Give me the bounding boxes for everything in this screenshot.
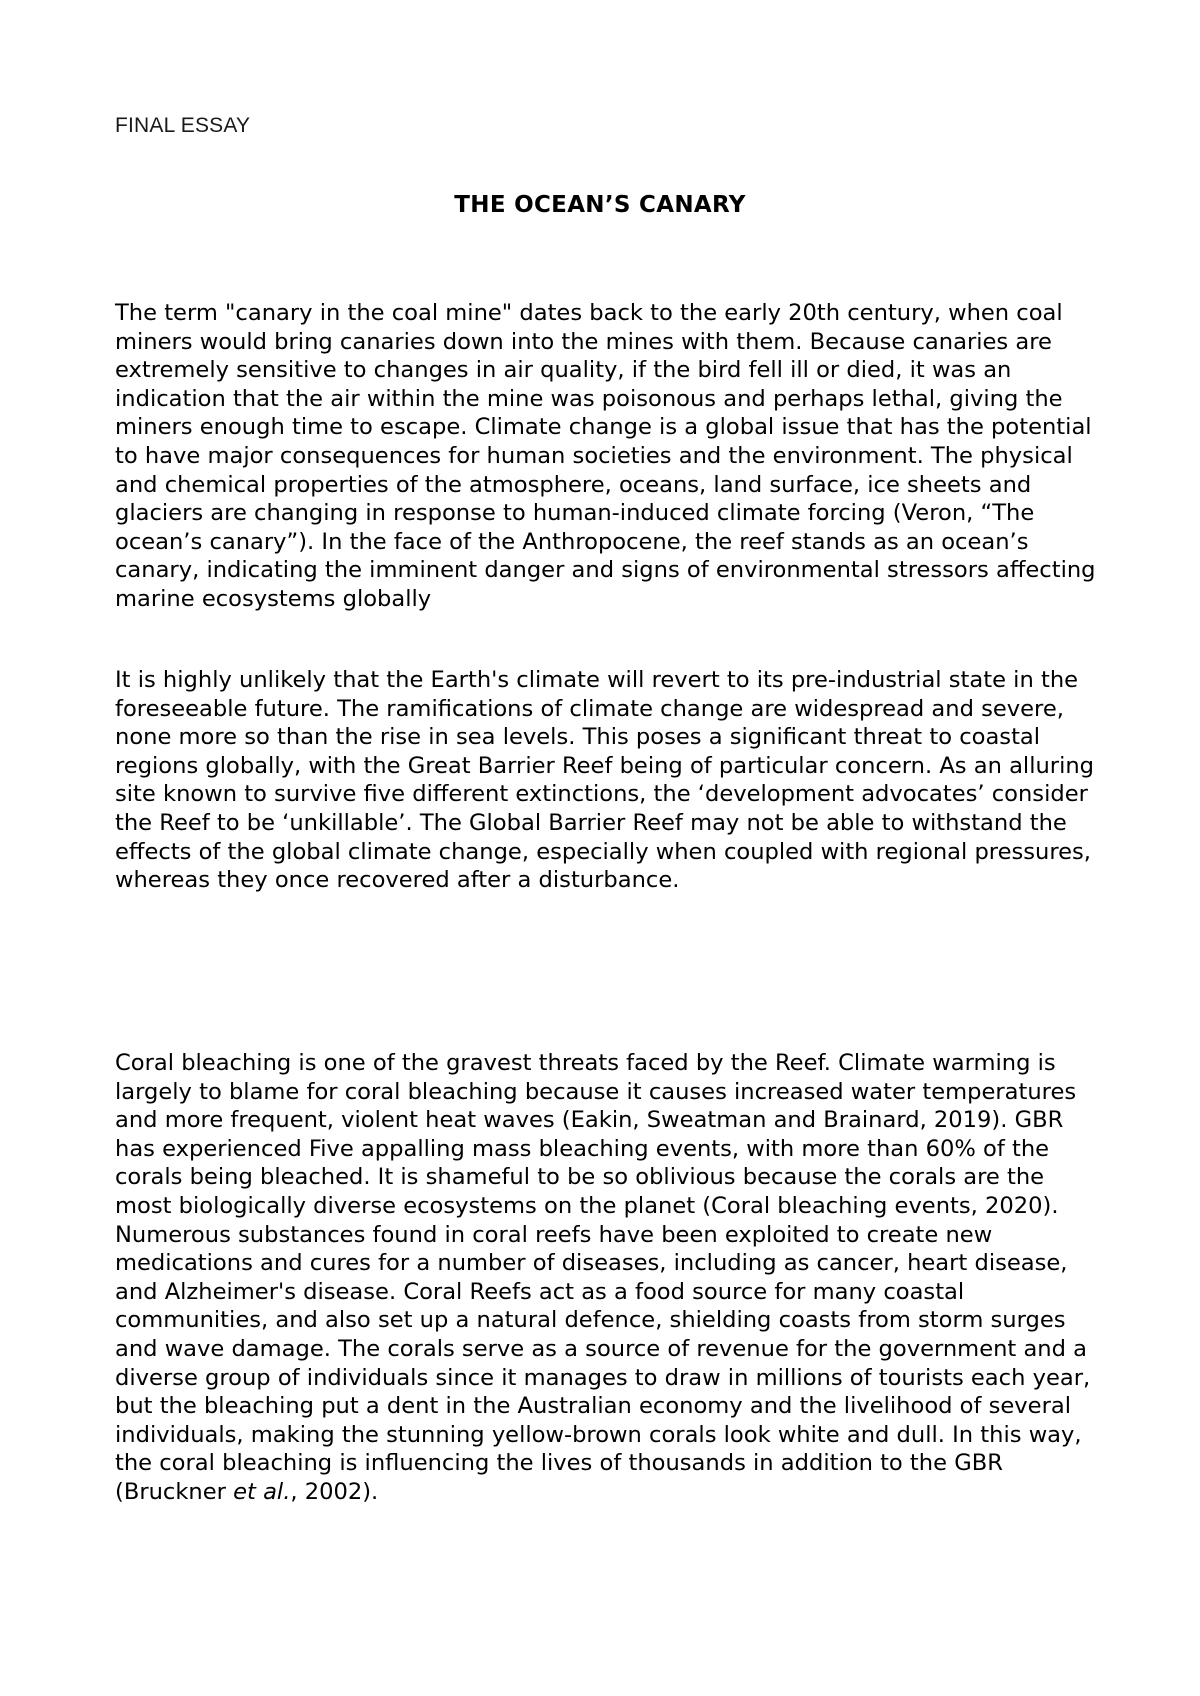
paragraph-coral-bleaching-text: Coral bleaching is one of the gravest threats faced by the Reef. Climate warming is largely to blame for coral bleaching because it causes increased water temperatures and more frequent, violent heat waves (Eakin, Sweatman and Brainard, 2019). GBR has experienced Five appalling mass bleaching events, with more than 60% of the corals being bleached. It is shameful to be so oblivious because the corals are the most biologically diverse ecosystems on the planet (Coral bleaching events, 2020). Numerous substances found in coral reefs have been exploited to create new medications and cures for a number of diseases, including as cancer, heart disease, and Alzheimer's disease. Coral Reefs act as a food source for many coastal communities, and also set up a natural defence, shielding coasts from storm surges and wave damage. The corals serve as a source of revenue for the government and a diverse group of individuals since it manages to draw in millions of tourists each year, but the bleaching put a dent in the Australian economy and the livelihood of several individuals, making the stunning yellow-brown corals look white and dull. In this way, the coral bleaching is influencing the lives of thousands in addition to the GBR (Bruckner [115, 1050, 1091, 1505]
citation-end: , 2002). [290, 1478, 379, 1505]
paragraph-coral-bleaching [115, 1049, 1100, 1507]
citation-et-al: et al. [233, 1478, 291, 1505]
paragraph-sea-levels: It is highly unlikely that the Earth's climate will revert to its pre-industrial state in the foreseeable future. The ramifications of climate change are widespread and severe, none more so than the rise in sea levels. This poses a significant threat to coastal regions globally, with the Great Barrier Reef being of particular concern. As an alluring site known to survive five different extinctions, the ‘development advocates’ consider the Reef to be ‘unkillable’. The Global Barrier Reef may not be able to withstand the effects of the global climate change, especially when coupled with regional pressures, whereas they once recovered after a disturbance. [115, 667, 1095, 894]
essay-title: THE OCEAN’S CANARY [454, 192, 746, 218]
essay-label: FINAL ESSAY [115, 114, 251, 137]
paragraph-intro: The term "canary in the coal mine" dates back to the early 20th century, when coal miners would bring canaries down into the mines with them. Because canaries are extremely sensitive to changes in air quality, if the bird fell ill or died, it was an indication that the air within the mine was poisonous and perhaps lethal, giving the miners enough time to escape. Climate change is a global issue that has the potential to have major consequences for human societies and the environment. The physical and chemical properties of the atmosphere, oceans, land surface, ice sheets and glaciers are changing in response to human-induced climate forcing (Veron, “The ocean’s canary”). In the face of the Anthropocene, the reef stands as an ocean’s canary, indicating the imminent danger and signs of environmental stressors affecting marine ecosystems globally [115, 300, 1096, 612]
